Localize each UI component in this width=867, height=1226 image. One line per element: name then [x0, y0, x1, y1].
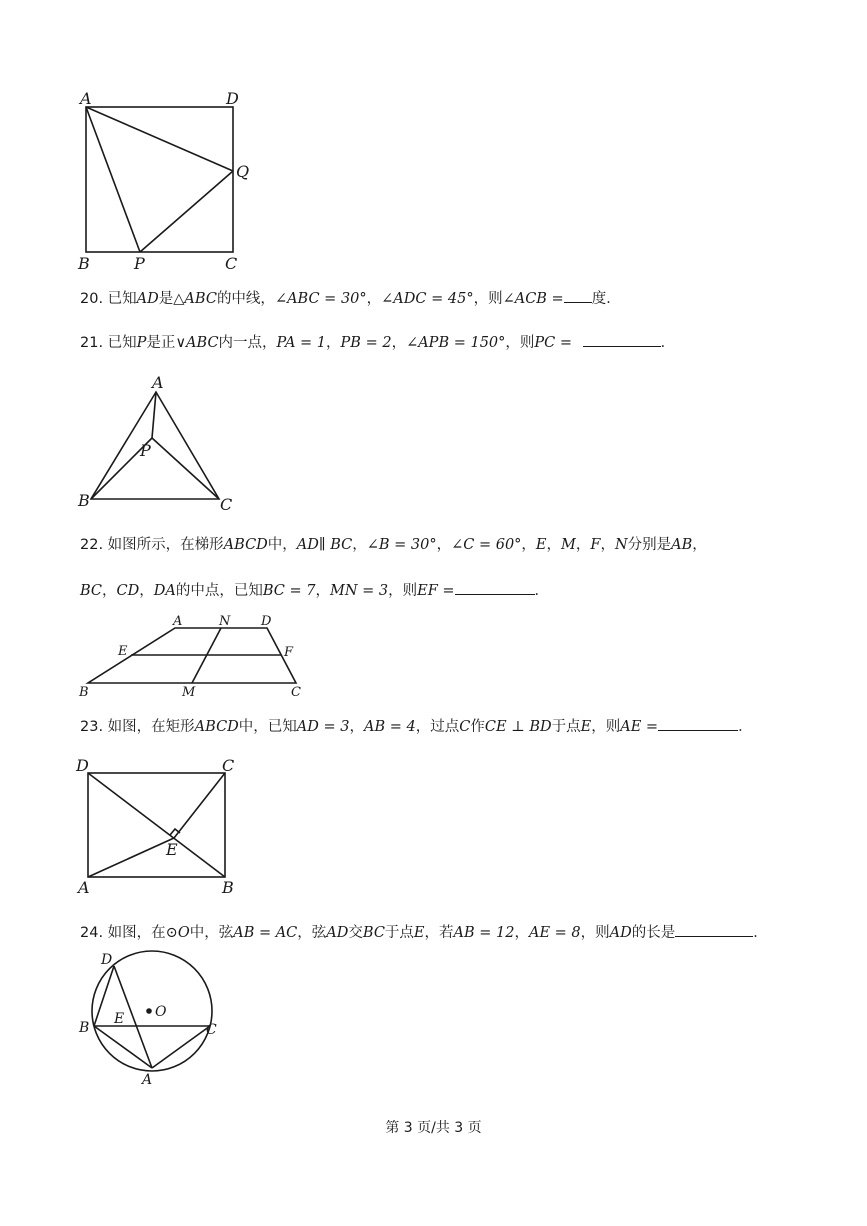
segment-ce — [174, 773, 225, 838]
label-f: F — [284, 645, 294, 660]
label-n: N — [219, 614, 231, 629]
label-a: A — [142, 1072, 153, 1088]
label-a: A — [152, 373, 164, 392]
segment-ap — [86, 107, 140, 252]
label-m: M — [182, 685, 196, 700]
figure-trapezoid — [74, 610, 314, 702]
segment-ae — [88, 838, 174, 877]
answer-blank — [583, 332, 661, 347]
right-angle-mark — [170, 829, 180, 835]
label-o: O — [155, 1004, 167, 1020]
label-b: B — [78, 491, 90, 510]
question-22-line-1: 22. 如图所示，在梯形ABCD中，AD∥ BC，∠B = 30°，∠C = 60°，E，M，F，N分别是AB， — [80, 537, 707, 553]
label-c: C — [291, 685, 301, 700]
figure-triangle-p — [74, 372, 244, 517]
question-21: 21. 已知P是正∨ABC内一点，PA = 1，PB = 2，∠APB = 150°，则PC = ． — [80, 332, 675, 353]
answer-blank — [675, 922, 753, 937]
diagonal-bd — [88, 773, 225, 877]
answer-blank — [658, 716, 738, 731]
figure-square-apq — [70, 82, 270, 278]
label-d: D — [226, 89, 239, 108]
label-e: E — [166, 840, 178, 859]
segment-pq — [140, 171, 233, 252]
page-number: 第 3 页/共 3 页 — [385, 1120, 482, 1136]
label-a: A — [173, 614, 183, 629]
label-p: P — [140, 441, 151, 460]
label-b: B — [78, 254, 90, 273]
question-24: 24. 如图，在⊙O中，弦AB = AC，弦AD交BC于点E，若AB = 12，AE = 8，则AD的长是 ． — [80, 922, 768, 943]
label-e: E — [118, 644, 128, 659]
chord-ab — [94, 1026, 152, 1068]
label-c: C — [225, 254, 238, 273]
question-20: 20. 已知AD是△ABC的中线，∠ABC = 30°，∠ADC = 45°，则∠ACB = 度． — [80, 288, 621, 309]
label-b: B — [79, 1020, 90, 1036]
square-abcd — [86, 107, 233, 252]
label-e: E — [114, 1011, 125, 1027]
label-c: C — [222, 756, 235, 775]
label-q: Q — [236, 162, 250, 181]
question-number: 22. — [80, 537, 104, 553]
page-footer — [0, 1117, 867, 1137]
center-dot — [147, 1009, 151, 1013]
label-b: B — [79, 685, 89, 700]
label-p: P — [134, 254, 145, 273]
label-c: C — [206, 1022, 217, 1038]
segment-aq — [86, 107, 233, 171]
question-number: 20. — [80, 291, 104, 307]
label-d: D — [261, 614, 272, 629]
label-d: D — [101, 952, 113, 968]
question-22-line-2: BC，CD，DA的中点，已知BC = 7，MN = 3，则EF = ． — [80, 580, 549, 601]
question-number: 21. — [80, 335, 104, 351]
figure-rectangle — [72, 755, 252, 897]
label-b: B — [222, 878, 234, 897]
label-c: C — [220, 495, 233, 514]
answer-blank — [564, 288, 592, 303]
answer-blank — [455, 580, 535, 595]
question-23: 23. 如图，在矩形ABCD中，已知AD = 3，AB = 4，过点C作CE ⊥ BD于点E，则AE = ． — [80, 716, 753, 737]
label-d: D — [76, 756, 89, 775]
question-number: 23. — [80, 719, 104, 735]
segment-pc — [152, 438, 219, 499]
circle-o — [92, 951, 212, 1071]
question-number: 24. — [80, 925, 104, 941]
figure-circle — [70, 948, 230, 1090]
label-a: A — [78, 878, 90, 897]
label-a: A — [80, 89, 92, 108]
chord-ac — [152, 1026, 210, 1068]
